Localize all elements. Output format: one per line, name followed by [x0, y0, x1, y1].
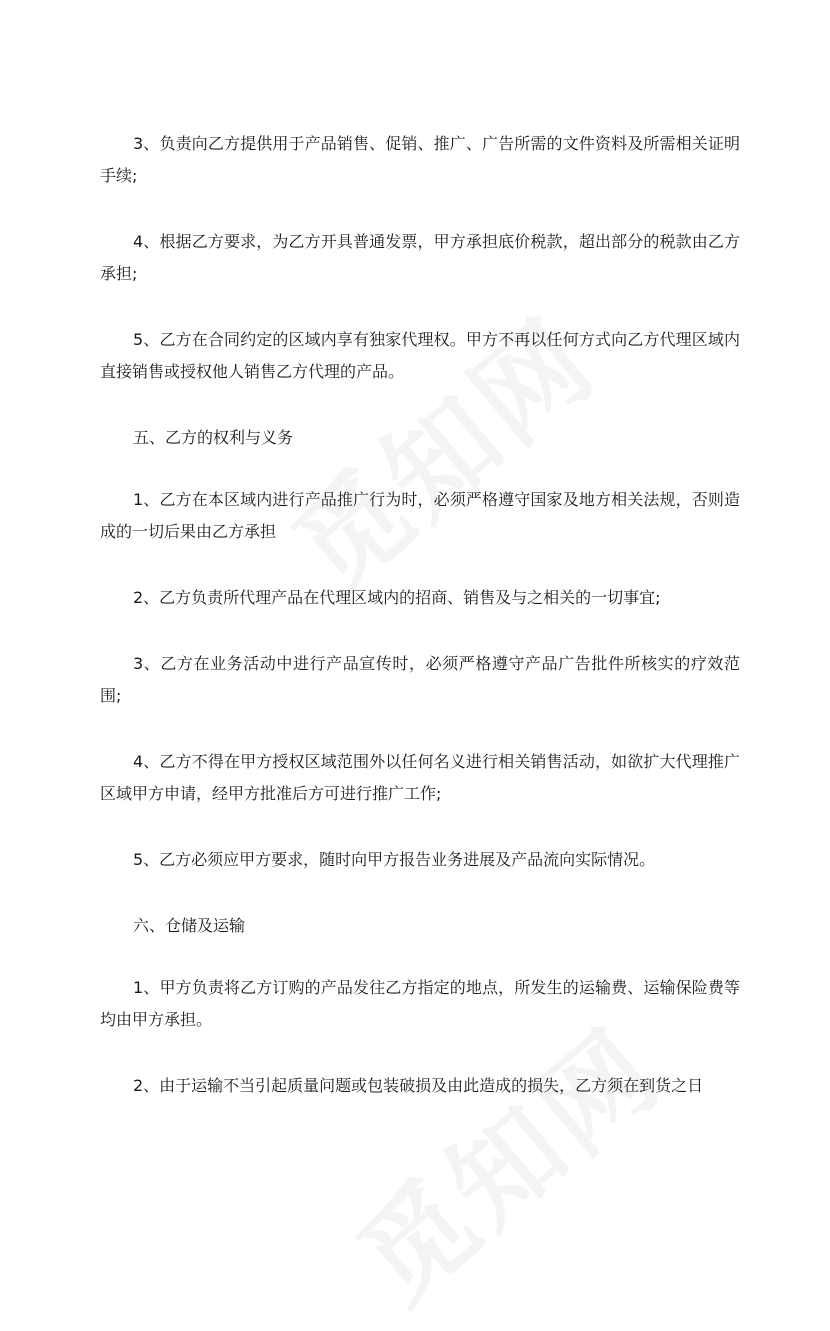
section-heading: 六、仓储及运输	[133, 916, 246, 935]
clause-paragraph: 2、由于运输不当引起质量问题或包装破损及由此造成的损失，乙方须在到货之日	[133, 1076, 704, 1095]
clause-paragraph: 5、乙方在合同约定的区域内享有独家代理权。甲方不再以任何方式向乙方代理区域内直接销售或授权他人销售乙方代理的产品。	[100, 330, 740, 381]
clause-paragraph: 2、乙方负责所代理产品在代理区域内的招商、销售及与之相关的一切事宜;	[133, 588, 661, 607]
clause-paragraph: 3、负责向乙方提供用于产品销售、促销、推广、广告所需的文件资料及所需相关证明手续;	[100, 134, 740, 185]
document-body	[100, 128, 740, 1136]
clause-paragraph: 5、乙方必须应甲方要求，随时向甲方报告业务进展及产品流向实际情况。	[133, 850, 656, 869]
clause-paragraph: 1、甲方负责将乙方订购的产品发往乙方指定的地点，所发生的运输费、运输保险费等均由甲方承担。	[100, 978, 740, 1029]
clause-paragraph: 4、乙方不得在甲方授权区域范围外以任何名义进行相关销售活动，如欲扩大代理推广区域甲方申请，经甲方批准后方可进行推广工作;	[100, 752, 740, 803]
clause-paragraph: 3、乙方在业务活动中进行产品宣传时，必须严格遵守产品广告批件所核实的疗效范围;	[100, 654, 740, 705]
section-heading: 五、乙方的权利与义务	[133, 428, 294, 447]
clause-paragraph: 4、根据乙方要求，为乙方开具普通发票，甲方承担底价税款，超出部分的税款由乙方承担;	[100, 232, 740, 283]
clause-paragraph: 1、乙方在本区域内进行产品推广行为时，必须严格遵守国家及地方相关法规，否则造成的一切后果由乙方承担	[100, 490, 740, 541]
